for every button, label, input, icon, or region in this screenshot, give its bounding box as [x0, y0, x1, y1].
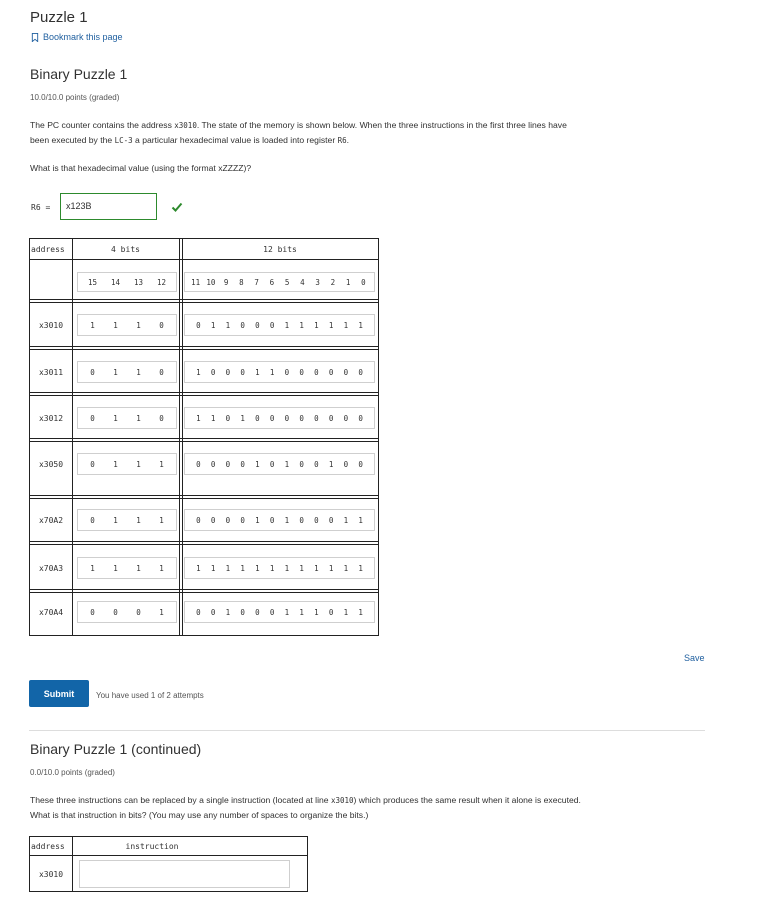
bit-value: 1 [314, 563, 319, 573]
bit-value: 0 [225, 459, 231, 469]
bit-value: 0 [210, 367, 216, 377]
col-12bits-header: 12 bits [263, 245, 297, 254]
bit-value: 0 [90, 367, 95, 377]
bit-value: 0 [255, 413, 260, 423]
bit-value: 0 [159, 413, 164, 423]
bit-value: 1 [113, 320, 118, 330]
row-address: x70A3 [38, 564, 64, 573]
bit-value: 0 [136, 607, 141, 617]
bit-value: 0 [240, 515, 245, 525]
bit-value: 1 [196, 563, 201, 573]
row-address: x3012 [38, 414, 64, 423]
puzzle2-description: These three instructions can be replaced by a single instruction (located at line x3010) which produces the same result when it alone is executed. What is that instruction in bits? (You may use any number of spaces to organize the bits.) [30, 795, 581, 820]
bit-value: 1 [113, 367, 118, 377]
bit-value: 0 [113, 607, 118, 617]
bit-value: 1 [284, 563, 290, 573]
bit-value: 0 [328, 413, 334, 423]
bit-index: 8 [239, 277, 244, 287]
bit-value: 1 [210, 413, 216, 423]
bit-value: 0 [343, 413, 349, 423]
bit-value: 0 [358, 367, 363, 377]
bit-value: 0 [159, 320, 164, 330]
bit-value: 0 [210, 515, 216, 525]
section-divider [29, 730, 705, 731]
bit-value: 0 [314, 413, 319, 423]
bit-value: 1 [284, 515, 290, 525]
bit-index: 0 [361, 277, 366, 287]
bit-value: 0 [90, 607, 95, 617]
page-title: Puzzle 1 [30, 9, 88, 26]
row-address-x3010: x3010 [38, 870, 64, 879]
bit-value: 0 [328, 367, 334, 377]
col-address-header-2: address [31, 842, 65, 851]
bit-value: 1 [255, 459, 260, 469]
bit-value: 0 [90, 515, 95, 525]
bit-value: 0 [299, 459, 304, 469]
bit-value: 0 [196, 515, 201, 525]
bit-value: 1 [136, 563, 141, 573]
bit-index: 10 [206, 277, 216, 287]
bit-value: 0 [210, 459, 216, 469]
checkmark-icon [171, 201, 183, 213]
puzzle1-title: Binary Puzzle 1 [30, 66, 128, 82]
instruction-input[interactable] [79, 860, 290, 888]
operand-bits [184, 509, 375, 531]
bit-value: 1 [113, 459, 118, 469]
bit-value: 0 [159, 367, 164, 377]
puzzle1-points: 10.0/10.0 points (graded) [30, 93, 120, 102]
bit-value: 0 [255, 607, 260, 617]
bit-value: 0 [358, 413, 363, 423]
row-address: x70A4 [38, 608, 64, 617]
bit-index: 1 [345, 277, 351, 287]
bit-index: 12 [156, 277, 167, 287]
bit-value: 1 [90, 563, 95, 573]
bit-value: 1 [196, 413, 201, 423]
bit-value: 1 [343, 563, 349, 573]
bit-value: 1 [358, 563, 363, 573]
bit-index: 4 [300, 277, 305, 287]
bit-index: 14 [110, 277, 121, 287]
bit-value: 1 [299, 607, 304, 617]
bit-value: 1 [328, 320, 334, 330]
operand-bits [184, 407, 375, 429]
bit-value: 0 [343, 459, 349, 469]
bit-index: 6 [269, 277, 275, 287]
opcode-bits [77, 314, 177, 336]
bit-value: 1 [240, 413, 245, 423]
bit-value: 1 [210, 320, 216, 330]
bookmark-label: Bookmark this page [43, 32, 123, 42]
instruction-table [29, 836, 308, 892]
operand-bits [184, 314, 375, 336]
bit-value: 0 [240, 607, 245, 617]
bookmark-link[interactable] [31, 32, 123, 42]
row-address: x3050 [38, 460, 64, 469]
bit-index-header-right [184, 272, 375, 292]
bit-value: 0 [328, 607, 334, 617]
puzzle1-description: The PC counter contains the address x3010. The state of the memory is shown below. When the three instructions in the first three lines have been executed by the LC-3 a particular hexadecimal value is loaded into register R6. [30, 120, 567, 145]
r6-label: R6 = [31, 203, 51, 212]
bit-index: 13 [133, 277, 144, 287]
bit-value: 1 [284, 320, 290, 330]
col-instruction-header: instruction [125, 842, 179, 851]
bit-index: 9 [223, 277, 229, 287]
bit-value: 1 [136, 413, 141, 423]
bit-value: 1 [328, 563, 334, 573]
bit-value: 1 [136, 367, 141, 377]
bit-index: 11 [191, 277, 201, 287]
operand-bits [184, 601, 375, 623]
opcode-bits [77, 509, 177, 531]
bit-value: 1 [358, 607, 363, 617]
bit-value: 1 [314, 320, 319, 330]
bit-value: 0 [240, 367, 245, 377]
bit-value: 1 [159, 607, 164, 617]
bit-value: 0 [299, 515, 304, 525]
bit-value: 1 [269, 367, 275, 377]
bit-index: 15 [87, 277, 98, 287]
bit-index: 3 [315, 277, 320, 287]
bit-value: 1 [225, 563, 231, 573]
bit-value: 1 [225, 320, 231, 330]
opcode-bits [77, 557, 177, 579]
bit-value: 1 [255, 367, 260, 377]
bit-value: 0 [314, 367, 319, 377]
bit-value: 1 [358, 320, 363, 330]
bit-value: 0 [196, 459, 201, 469]
bit-value: 0 [284, 367, 290, 377]
bit-value: 0 [90, 459, 95, 469]
opcode-bits [77, 361, 177, 383]
puzzle2-points: 0.0/10.0 points (graded) [30, 768, 115, 777]
opcode-bits [77, 407, 177, 429]
bit-value: 1 [136, 459, 141, 469]
r6-answer-input[interactable]: x123B [60, 193, 157, 220]
bit-value: 0 [299, 367, 304, 377]
bit-value: 1 [343, 607, 349, 617]
bit-value: 0 [255, 320, 260, 330]
bit-value: 1 [136, 320, 141, 330]
attempts-text: You have used 1 of 2 attempts [96, 691, 204, 700]
submit-button[interactable]: Submit [29, 680, 89, 707]
save-button[interactable]: Save [684, 653, 705, 663]
bit-value: 1 [284, 459, 290, 469]
bit-value: 0 [240, 320, 245, 330]
bit-value: 0 [196, 607, 201, 617]
bit-value: 0 [240, 459, 245, 469]
row-address: x70A2 [38, 516, 64, 525]
bit-value: 1 [343, 320, 349, 330]
bit-value: 1 [210, 563, 216, 573]
bit-value: 1 [113, 515, 118, 525]
bit-value: 1 [225, 607, 231, 617]
bit-index: 5 [284, 277, 290, 287]
bit-index: 2 [330, 277, 336, 287]
bit-value: 1 [113, 563, 118, 573]
row-address: x3010 [38, 321, 64, 330]
operand-bits [184, 453, 375, 475]
puzzle2-title: Binary Puzzle 1 (continued) [30, 741, 202, 757]
bit-value: 1 [314, 607, 319, 617]
bit-value: 1 [113, 413, 118, 423]
bit-value: 1 [358, 515, 363, 525]
bit-value: 0 [269, 459, 275, 469]
bit-value: 1 [269, 563, 275, 573]
bit-value: 1 [255, 515, 260, 525]
bit-index-header-left [77, 272, 177, 292]
row-address: x3011 [38, 368, 64, 377]
bit-value: 1 [240, 563, 245, 573]
bit-value: 0 [269, 413, 275, 423]
bit-value: 0 [90, 413, 95, 423]
bit-value: 0 [269, 320, 275, 330]
col-4bits-header: 4 bits [111, 245, 140, 254]
bit-value: 1 [159, 515, 164, 525]
bit-value: 0 [269, 515, 275, 525]
bit-value: 0 [343, 367, 349, 377]
bit-value: 0 [358, 459, 363, 469]
bit-value: 0 [328, 515, 334, 525]
bit-value: 1 [343, 515, 349, 525]
bit-value: 1 [299, 563, 304, 573]
bit-value: 1 [284, 607, 290, 617]
bit-value: 0 [196, 320, 201, 330]
opcode-bits [77, 453, 177, 475]
col-address-header: address [31, 245, 65, 254]
operand-bits [184, 361, 375, 383]
bit-value: 1 [136, 515, 141, 525]
bit-value: 1 [159, 563, 164, 573]
opcode-bits [77, 601, 177, 623]
bit-value: 1 [255, 563, 260, 573]
bit-value: 0 [225, 515, 231, 525]
bit-value: 1 [196, 367, 201, 377]
bookmark-icon [31, 33, 39, 42]
bit-value: 0 [314, 459, 319, 469]
bit-value: 0 [210, 607, 216, 617]
bit-value: 0 [225, 413, 231, 423]
bit-value: 1 [90, 320, 95, 330]
bit-value: 1 [159, 459, 164, 469]
bit-value: 0 [314, 515, 319, 525]
bit-value: 1 [328, 459, 334, 469]
memory-table [29, 238, 379, 636]
bit-value: 0 [225, 367, 231, 377]
bit-value: 0 [299, 413, 304, 423]
bit-index: 7 [254, 277, 259, 287]
bit-value: 0 [284, 413, 290, 423]
puzzle1-question: What is that hexadecimal value (using the format xZZZZ)? [30, 163, 252, 173]
bit-value: 0 [269, 607, 275, 617]
bit-value: 1 [299, 320, 304, 330]
operand-bits [184, 557, 375, 579]
